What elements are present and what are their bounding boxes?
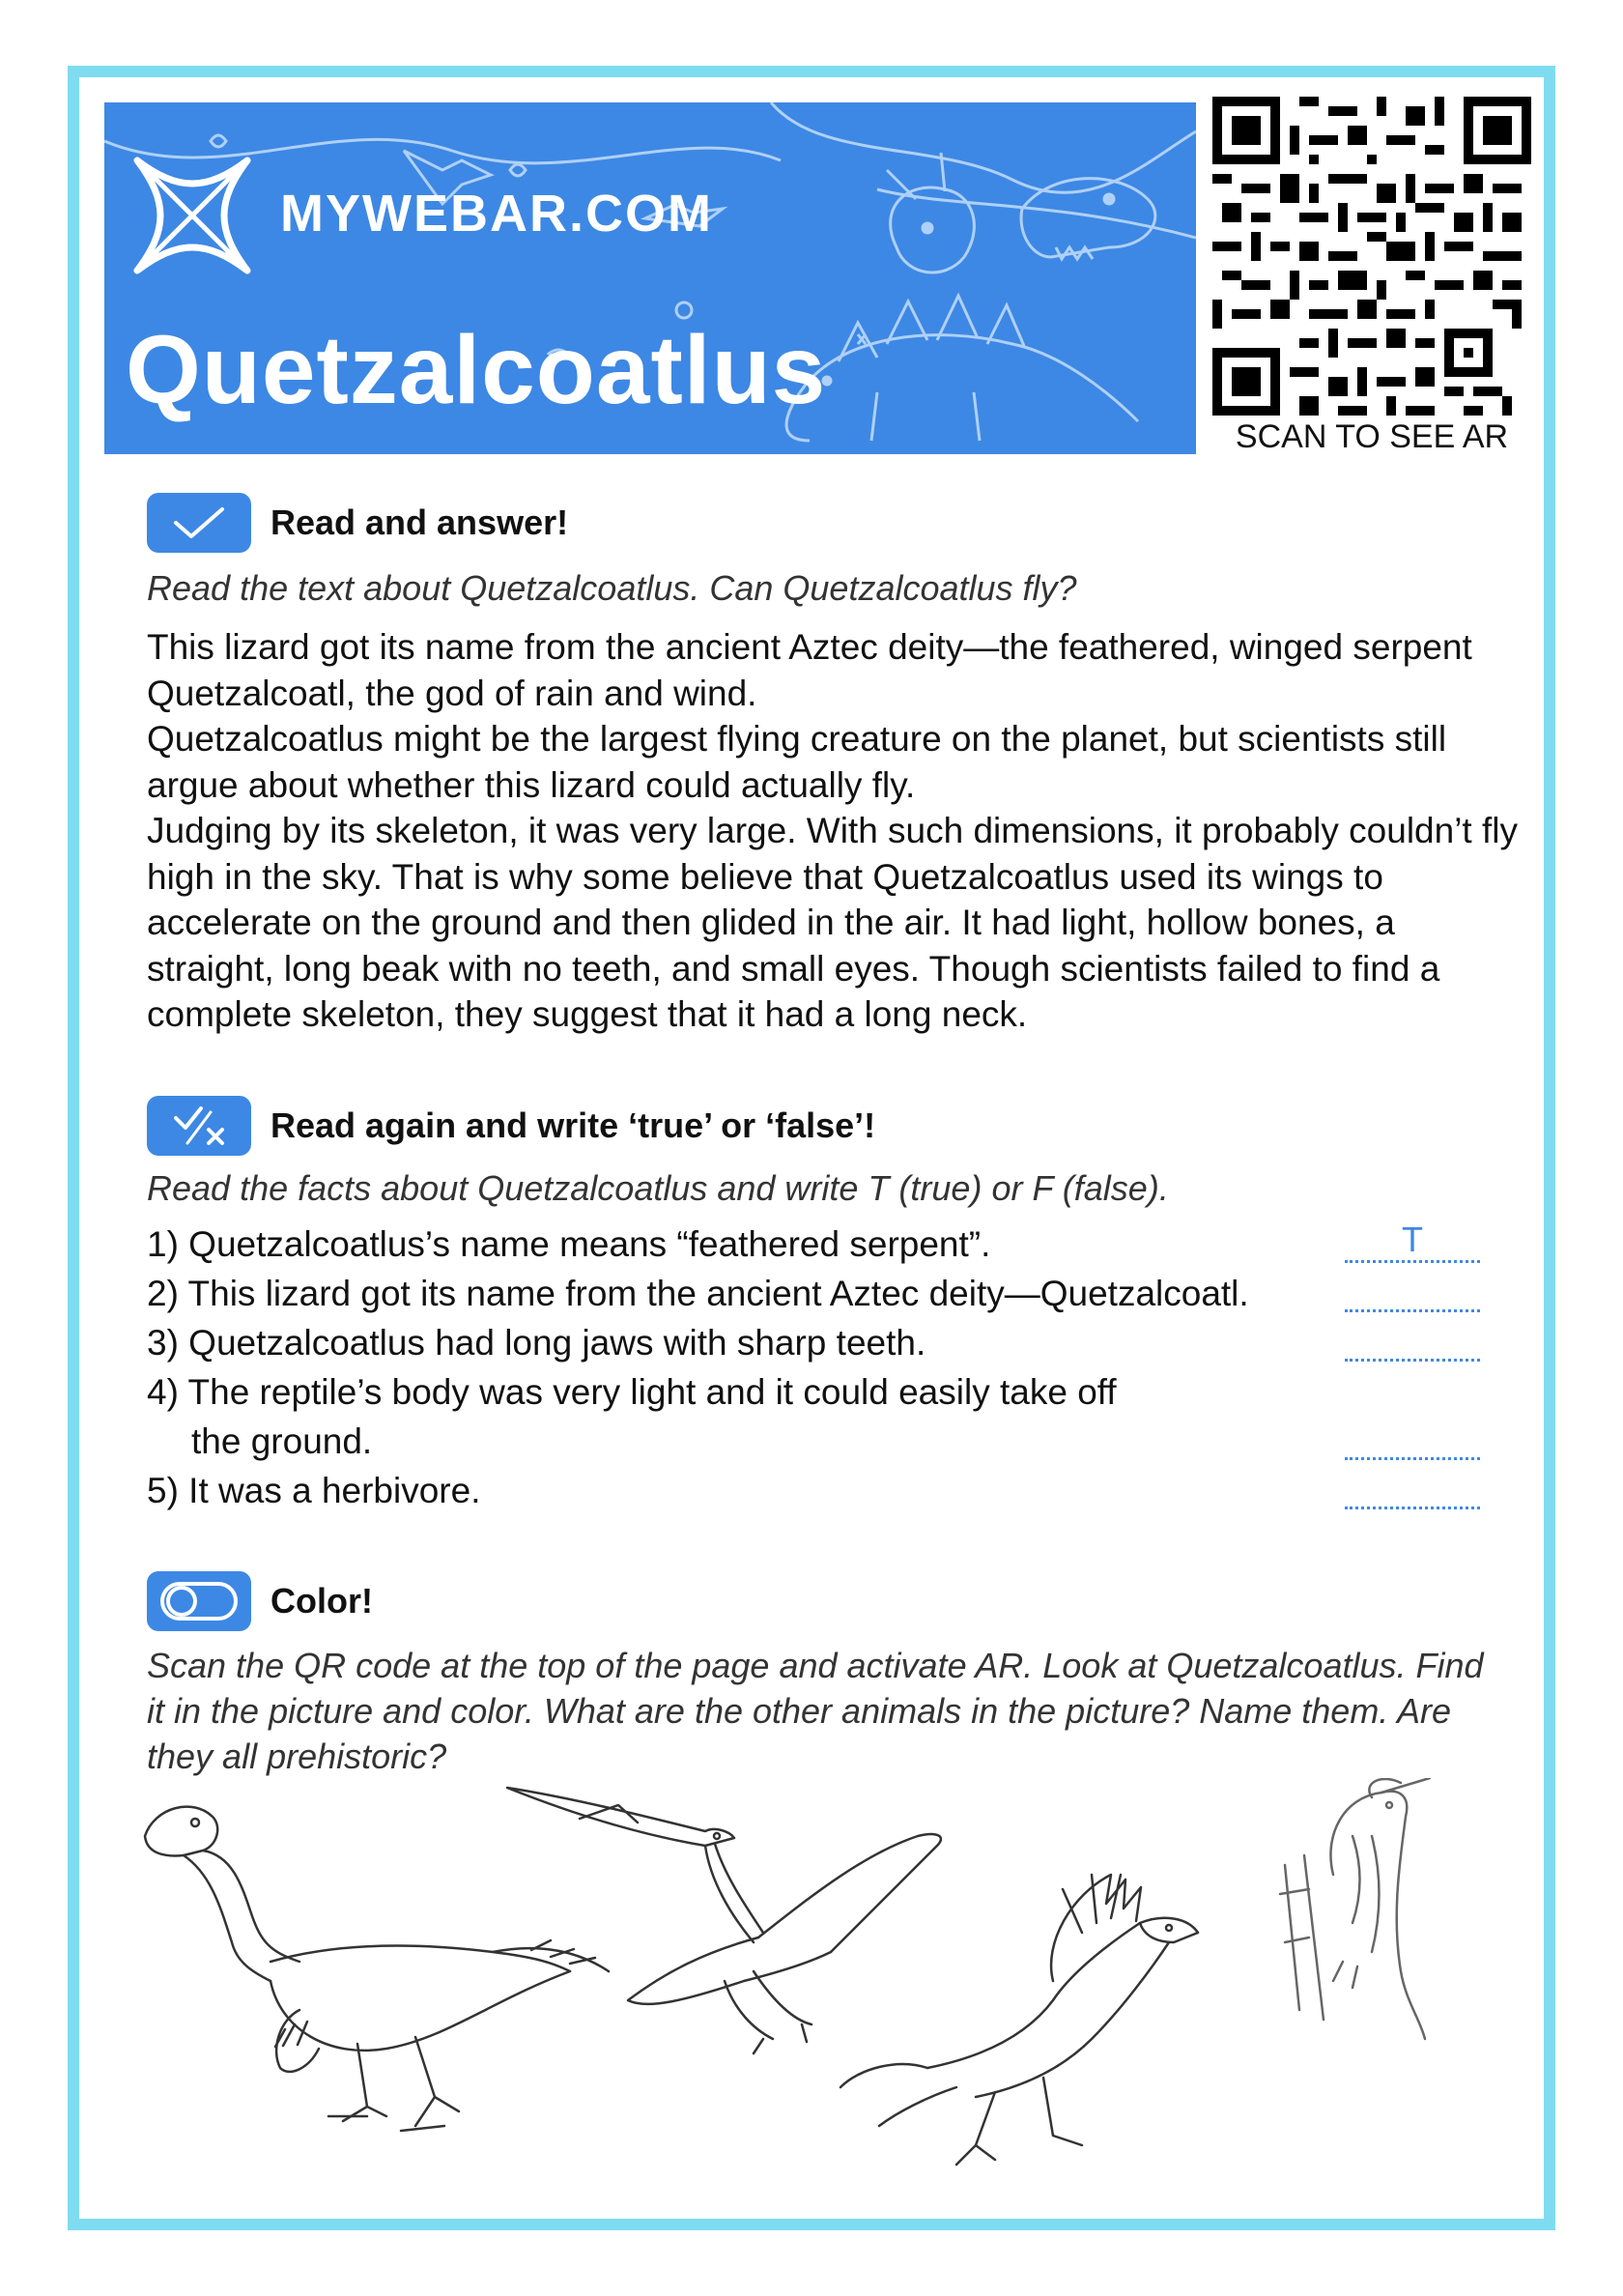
- answer-field[interactable]: [1345, 1418, 1480, 1460]
- section-instruction: Read the facts about Quetzalcoatlus and write T (true) or F (false).: [147, 1168, 1169, 1208]
- reading-text: [147, 624, 1519, 1038]
- answer-field[interactable]: [1345, 1467, 1480, 1509]
- check-cross-icon: [147, 1096, 251, 1156]
- mywebar-logo-icon: [129, 153, 255, 278]
- statement-text: 4) The reptile’s body was very light and it could easily take off: [147, 1372, 1117, 1412]
- section-color: [147, 1571, 373, 1631]
- list-item: [147, 1269, 1509, 1318]
- woodpecker-drawing: [1280, 1778, 1430, 2039]
- section-title: Read again and write ‘true’ or ‘false’!: [270, 1105, 876, 1145]
- statement-text-continued: the ground.: [191, 1421, 373, 1461]
- gigantoraptor-drawing: [145, 1807, 609, 2131]
- archaeopteryx-drawing: [840, 1875, 1198, 2165]
- answer-field[interactable]: T: [1345, 1220, 1480, 1263]
- paragraph: This lizard got its name from the ancient Aztec deity—the feathered, winged serpent Quetzalcoatl, the god of rain and wind.: [147, 627, 1472, 713]
- section-title: Read and answer!: [270, 502, 569, 542]
- list-item: [147, 1367, 1509, 1466]
- list-item: [147, 1466, 1509, 1515]
- header-banner: [104, 102, 1196, 454]
- qr-caption: SCAN TO SEE AR: [1235, 418, 1509, 455]
- section-title: Color!: [270, 1581, 373, 1621]
- list-item: [147, 1318, 1509, 1367]
- section-instruction: Scan the QR code at the top of the page and activate AR. Look at Quetzalcoatlus. Find it in the picture and color. What are the other animals in the picture? Name them. Are they all prehistoric?: [147, 1646, 1484, 1776]
- list-item: [147, 1220, 1509, 1269]
- quetzalcoatlus-drawing: [507, 1788, 941, 2053]
- paragraph: Judging by its skeleton, it was very large. With such dimensions, it probably couldn’t fly high in the sky. That is why some believe that Quetzalcoatlus used its wings to accelerate on the ground and then glided in the air. It had light, hollow bones, a straight, long beak with no teeth, and small eyes. Though scientists failed to find a complete skeleton, they suggest that it had a long neck.: [147, 811, 1518, 1034]
- paragraph: Quetzalcoatlus might be the largest flying creature on the planet, but scientists still argue about whether this lizard could actually fly.: [147, 719, 1447, 805]
- answer-field[interactable]: [1345, 1319, 1480, 1362]
- section-instruction: Read the text about Quetzalcoatlus. Can Quetzalcoatlus fly?: [147, 568, 1077, 608]
- coloring-illustration[interactable]: [126, 1778, 1497, 2194]
- statement-text: 5) It was a herbivore.: [147, 1471, 481, 1510]
- statement-text: 1) Quetzalcoatlus’s name means “feathered serpent”.: [147, 1224, 991, 1264]
- brand-name: MYWEBAR.COM: [280, 185, 713, 243]
- section-true-false: [147, 1096, 875, 1156]
- true-false-list: [147, 1220, 1509, 1515]
- statement-text: 2) This lizard got its name from the ancient Aztec deity—Quetzalcoatl.: [147, 1274, 1249, 1313]
- page-title: Quetzalcoatlus: [126, 316, 827, 424]
- qr-code[interactable]: [1212, 97, 1531, 416]
- toggle-icon: [147, 1571, 251, 1631]
- statement-text: 3) Quetzalcoatlus had long jaws with sharp teeth.: [147, 1323, 926, 1363]
- section-read-and-answer: [147, 493, 568, 553]
- check-icon: [147, 493, 251, 553]
- answer-field[interactable]: [1345, 1270, 1480, 1312]
